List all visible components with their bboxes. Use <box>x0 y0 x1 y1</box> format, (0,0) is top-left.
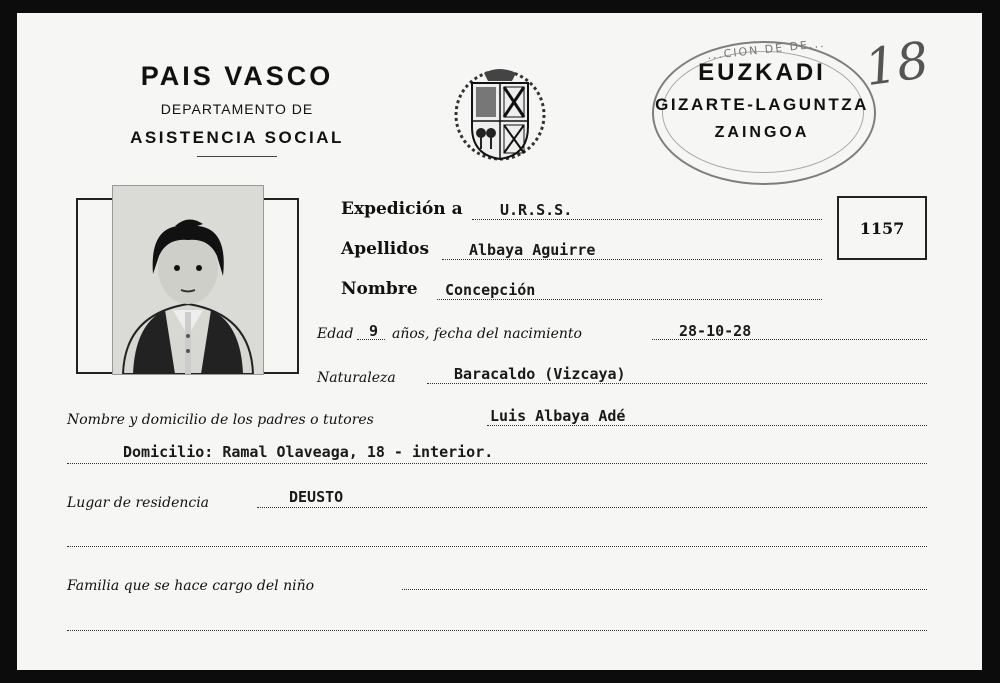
value-naturaleza: Baracaldo (Vizcaya) <box>454 365 626 383</box>
child-portrait-photo <box>112 185 264 375</box>
label-anos-fecha: años, fecha del nacimiento <box>392 326 582 342</box>
value-edad: 9 <box>369 322 379 340</box>
value-domicilio: Domicilio: Ramal Olaveaga, 18 - interior. <box>123 443 494 461</box>
dotted-line <box>437 299 822 300</box>
header-department: DEPARTAMENTO DE <box>160 101 314 117</box>
field-naturaleza <box>317 367 396 386</box>
value-fecha: 28-10-28 <box>679 322 752 340</box>
label-residencia: Lugar de residencia <box>67 495 210 511</box>
stamp-text: ...CION DE DE... <box>706 36 826 63</box>
dotted-line <box>257 507 927 508</box>
field-apellidos <box>341 239 429 259</box>
field-familia <box>67 575 314 594</box>
field-padres <box>67 409 374 428</box>
dotted-line <box>652 339 927 340</box>
label-familia: Familia que se hace cargo del niño <box>67 578 315 594</box>
dotted-line <box>442 259 822 260</box>
header-rule <box>197 156 277 157</box>
field-nombre <box>341 279 418 299</box>
basque-coat-of-arms-icon <box>454 65 546 165</box>
label-padres: Nombre y domicilio de los padres o tutores <box>67 412 374 428</box>
dotted-line <box>402 589 927 590</box>
identity-card <box>17 13 982 670</box>
label-naturaleza: Naturaleza <box>317 370 396 386</box>
label-nombre: Nombre <box>341 279 418 299</box>
header-left <box>77 61 397 157</box>
value-apellidos: Albaya Aguirre <box>469 241 596 259</box>
header-subtitle: ASISTENCIA SOCIAL <box>130 128 344 147</box>
label-expedicion: Expedición a <box>341 199 463 219</box>
dotted-line <box>67 546 927 547</box>
dotted-line <box>427 383 927 384</box>
field-anos <box>392 323 582 342</box>
field-residencia <box>67 492 209 511</box>
handwritten-number: 18 <box>861 30 933 98</box>
header-title: PAIS VASCO <box>140 61 334 91</box>
dotted-line <box>472 219 822 220</box>
header-right-title: EUZKADI <box>698 59 826 86</box>
dotted-line <box>487 425 927 426</box>
value-residencia: DEUSTO <box>289 488 344 506</box>
label-edad: Edad <box>317 326 354 342</box>
value-expedicion: U.R.S.S. <box>500 201 573 219</box>
field-expedicion <box>341 199 463 219</box>
card-number-box: 1157 <box>837 196 927 260</box>
header-right-line2: GIZARTE-LAGUNTZA <box>655 95 869 114</box>
header-right-line3: ZAINGOA <box>714 124 810 141</box>
dotted-line <box>357 339 385 340</box>
value-padres: Luis Albaya Adé <box>490 407 626 425</box>
dotted-line <box>67 463 927 464</box>
dotted-line <box>67 630 927 631</box>
field-edad <box>317 323 354 342</box>
value-nombre: Concepción <box>445 281 536 299</box>
label-apellidos: Apellidos <box>341 239 430 259</box>
